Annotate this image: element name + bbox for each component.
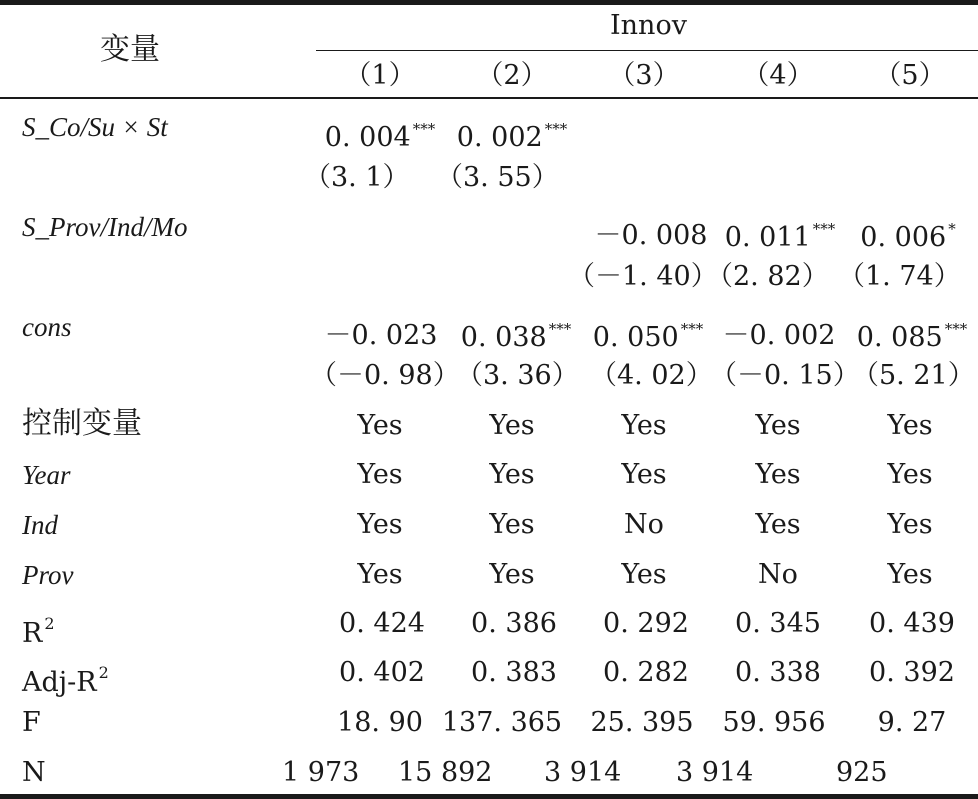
stat-cell: 9. 27 [877, 707, 947, 738]
stat-cell: 1 973 [282, 757, 360, 788]
variable-header: 变量 [100, 32, 160, 67]
control-cell: Yes [621, 459, 667, 490]
coef-cell: －0. 023 [324, 320, 438, 351]
dependent-variable-header: Innov [610, 10, 687, 41]
t-stat-cell: （2. 82） [706, 261, 829, 292]
row-label-s-prov-ind-mo: S_Prov/Ind/Mo [22, 212, 188, 242]
t-stat-cell: （－0. 15） [710, 360, 860, 391]
stat-cell: 0. 282 [603, 657, 689, 688]
t-stat-cell: （4. 02） [590, 360, 713, 391]
coef-cell: 0. 006 * [860, 220, 956, 253]
stat-cell: 0. 439 [869, 608, 955, 639]
control-cell: Yes [887, 459, 933, 490]
control-cell: Yes [621, 410, 667, 441]
control-cell: Yes [755, 410, 801, 441]
control-cell: Yes [489, 509, 535, 540]
header-rule [0, 97, 978, 99]
stat-cell: 0. 338 [735, 657, 821, 688]
control-cell: Yes [887, 559, 933, 590]
stat-cell: 15 892 [398, 757, 493, 788]
control-cell: Yes [489, 559, 535, 590]
row-label-f: F [22, 707, 41, 738]
control-cell: No [758, 559, 798, 590]
t-stat-cell: （－1. 40） [568, 261, 718, 292]
top-rule [0, 0, 978, 5]
control-cell: Yes [489, 410, 535, 441]
row-label-cons: cons [22, 312, 72, 342]
control-cell: Yes [887, 509, 933, 540]
stat-cell: 0. 345 [735, 608, 821, 639]
row-label-ind: Ind [22, 510, 58, 540]
row-label-prov: Prov [22, 560, 74, 590]
row-label-controls: 控制变量 [22, 406, 142, 441]
stat-cell: 0. 424 [339, 608, 425, 639]
stat-cell: 3 914 [676, 757, 754, 788]
header-sub-rule [316, 50, 978, 51]
row-label-s-co-su-st: S_Co/Su × St [22, 112, 168, 142]
stat-cell: 0. 386 [471, 608, 557, 639]
column-header-5: （5） [874, 60, 946, 91]
control-cell: Yes [357, 559, 403, 590]
bottom-rule [0, 794, 978, 799]
control-cell: Yes [489, 459, 535, 490]
coef-cell: 0. 085 *** [856, 320, 968, 353]
coef-cell: 0. 050 *** [592, 320, 704, 353]
control-cell: Yes [755, 509, 801, 540]
control-cell: Yes [887, 410, 933, 441]
stat-cell: 18. 90 [337, 707, 423, 738]
column-header-4: （4） [742, 60, 814, 91]
stat-cell: 59. 956 [722, 707, 826, 738]
control-cell: Yes [357, 459, 403, 490]
stat-cell: 3 914 [544, 757, 622, 788]
row-label-year: Year [22, 460, 71, 490]
coef-cell: 0. 004 *** [324, 120, 436, 153]
stat-cell: 925 [836, 757, 888, 788]
stat-cell: 0. 292 [603, 608, 689, 639]
stat-cell: 25. 395 [590, 707, 694, 738]
row-label-r2: R $^2$ [22, 614, 55, 649]
t-stat-cell: （3. 36） [456, 360, 579, 391]
coef-cell: 0. 002 *** [456, 120, 568, 153]
row-label-n: N [22, 757, 46, 788]
control-cell: Yes [357, 509, 403, 540]
t-stat-cell: （5. 21） [852, 360, 975, 391]
coef-cell: 0. 011 *** [724, 220, 836, 253]
stat-cell: 0. 383 [471, 657, 557, 688]
stat-cell: 0. 402 [339, 657, 425, 688]
column-header-1: （1） [344, 60, 416, 91]
control-cell: Yes [621, 559, 667, 590]
stat-cell: 0. 392 [869, 657, 955, 688]
column-header-3: （3） [608, 60, 680, 91]
control-cell: Yes [755, 459, 801, 490]
control-cell: Yes [357, 410, 403, 441]
coef-cell: －0. 008 [594, 220, 708, 251]
control-cell: No [624, 509, 664, 540]
t-stat-cell: （1. 74） [838, 261, 961, 292]
t-stat-cell: （3. 55） [436, 162, 559, 193]
coef-cell: 0. 038 *** [460, 320, 572, 353]
t-stat-cell: （－0. 98） [310, 360, 460, 391]
coef-cell: －0. 002 [722, 320, 836, 351]
column-header-2: （2） [476, 60, 548, 91]
row-label-adj-r2: Adj-R $^2$ [22, 663, 109, 698]
t-stat-cell: （3. 1） [304, 162, 410, 193]
stat-cell: 137. 365 [441, 707, 563, 738]
